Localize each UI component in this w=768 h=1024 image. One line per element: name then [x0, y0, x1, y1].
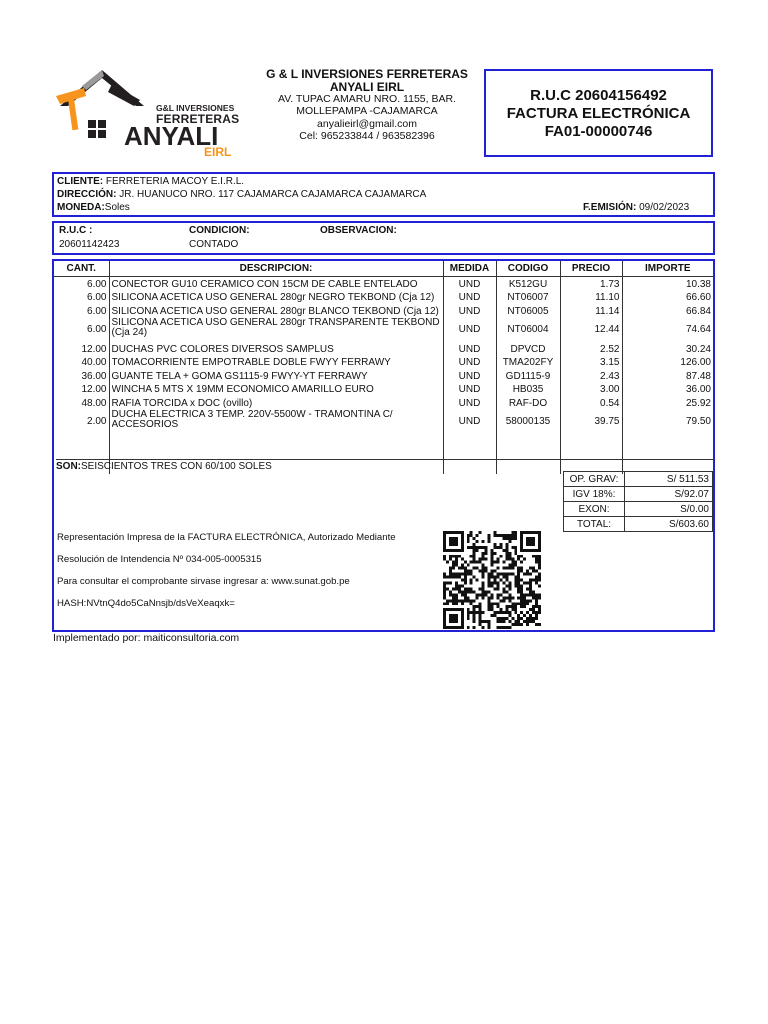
item-qty: 12.00: [81, 384, 107, 395]
item-code: RAF-DO: [508, 397, 548, 409]
item-code: TMA202FY: [502, 357, 554, 368]
total-value: S/ 511.53: [625, 472, 713, 487]
item-amount: 87.48: [685, 370, 711, 382]
observation-label: OBSERVACION:: [320, 225, 397, 236]
price-column: [560, 276, 622, 474]
item-description: DUCHA ELECTRICA 3 TEMP. 220V-5500W - TRAMONTINA C/ ACCESORIOS: [111, 410, 393, 430]
currency-row: [57, 202, 130, 213]
company-name-line2: ANYALI EIRL: [329, 80, 405, 94]
legal-note-line: Resolución de Intendencia Nº 034-005-0005315: [57, 554, 262, 565]
company-address-line2: MOLLEPAMPA -CAJAMARCA: [296, 104, 438, 117]
item-price: 11.14: [595, 305, 620, 317]
items-body-row: [54, 276, 713, 474]
logo-line2: FERRETERAS: [156, 112, 240, 126]
item-unit: UND: [458, 292, 481, 303]
client-value: FERRETERIA MACOY E.I.R.L.: [105, 176, 245, 187]
address-value: JR. HUANUCO NRO. 117 CAJAMARCA CAJAMARCA CAJAMARCA: [119, 189, 427, 200]
total-label: EXON:: [564, 502, 625, 517]
item-price: 3.15: [600, 357, 620, 368]
ruc-box: [484, 69, 713, 157]
header-description: DESCRIPCION:: [109, 261, 443, 276]
currency-value: Soles: [104, 202, 130, 213]
total-value: S/0.00: [625, 502, 713, 517]
item-qty: 12.00: [81, 343, 107, 355]
document-hash: HASH:NVtnQ4do5CaNnsjb/dsVeXeaqxk=: [57, 598, 235, 609]
currency-label: MONEDA:: [57, 202, 105, 213]
item-price: 0.54: [600, 397, 620, 409]
qty-column: [54, 276, 109, 474]
address-row: [57, 189, 426, 200]
description-column: [109, 276, 443, 474]
item-code: NT06007: [507, 292, 549, 303]
qr-code: [443, 531, 541, 629]
logo-line3: ANYALI: [124, 121, 219, 151]
item-unit: UND: [458, 343, 481, 355]
document-type: FACTURA ELECTRÓNICA: [506, 105, 691, 122]
item-description: RAFIA TORCIDA x DOC (ovillo): [111, 397, 253, 409]
totals-row: [564, 517, 713, 532]
item-amount: 10.38: [685, 278, 711, 290]
item-description: SILICONA ACETICA USO GENERAL 280gr NEGRO TEKBOND (Cja 12): [111, 292, 435, 303]
company-info: [253, 68, 481, 142]
footer-credit: Implementado por: maiticonsultoria.com: [53, 632, 240, 644]
item-code: HB035: [512, 384, 544, 395]
item-price: 2.52: [600, 343, 620, 355]
item-code: K512GU: [508, 278, 548, 290]
document-number: FA01-00000746: [544, 123, 653, 140]
address-label: DIRECCIÓN:: [57, 189, 117, 200]
item-qty: 36.00: [81, 370, 107, 382]
company-phone: Cel: 965233844 / 963582396: [299, 129, 435, 142]
item-description: CONECTOR GU10 CERAMICO CON 15CM DE CABLE ENTELADO: [111, 278, 418, 290]
logo-line1: G&L INVERSIONES: [156, 103, 235, 113]
company-address-line1: AV. TUPAC AMARU NRO. 1155, BAR.: [278, 93, 456, 105]
code-column: [496, 276, 560, 474]
company-email: anyalieirl@gmail.com: [317, 118, 417, 130]
item-qty: 2.00: [87, 416, 107, 427]
totals-table: [563, 471, 713, 532]
items-header-row: [54, 261, 713, 276]
unit-column: [443, 276, 496, 474]
header-code: CODIGO: [496, 261, 560, 276]
item-amount: 74.64: [685, 324, 711, 335]
item-description: SILICONA ACETICA USO GENERAL 280gr BLANCO TEKBOND (Cja 12): [111, 305, 439, 317]
item-amount: 79.50: [685, 416, 711, 427]
amount-column: [622, 276, 713, 474]
item-unit: UND: [458, 397, 481, 409]
header-qty: CANT.: [54, 261, 109, 276]
issue-date-label: F.EMISIÓN:: [583, 202, 637, 213]
item-qty: 6.00: [87, 292, 107, 303]
item-qty: 48.00: [81, 397, 107, 409]
item-price: 1.73: [600, 278, 620, 290]
item-amount: 30.24: [685, 343, 711, 355]
item-description: GUANTE TELA + GOMA GS1115-9 FWYY-YT FERRAWY: [111, 370, 368, 382]
issuer-ruc: R.U.C 20604156492: [530, 87, 667, 104]
item-description: DUCHAS PVC COLORES DIVERSOS SAMPLUS: [111, 343, 334, 355]
item-price: 39.75: [594, 416, 620, 427]
totals-row: [564, 487, 713, 502]
header-unit: MEDIDA: [443, 261, 496, 276]
items-section: [52, 259, 715, 632]
client-ruc-label: R.U.C :: [59, 225, 93, 236]
item-unit: UND: [458, 324, 481, 335]
item-amount: 25.92: [685, 397, 711, 409]
total-label: OP. GRAV:: [564, 472, 625, 487]
conditions-section: [52, 221, 715, 255]
item-code: 58000135: [505, 416, 551, 427]
client-row: [57, 176, 244, 187]
client-label: CLIENTE:: [57, 176, 104, 187]
totals-row: [564, 502, 713, 517]
items-table: [54, 261, 713, 474]
total-value: S/603.60: [625, 517, 713, 532]
item-unit: UND: [458, 278, 481, 290]
amount-in-words-value: SEISCIENTOS TRES CON 60/100 SOLES: [81, 461, 272, 472]
client-section: [52, 172, 715, 217]
condition-label: CONDICION:: [189, 225, 250, 236]
item-code: DPVCD: [510, 343, 546, 355]
item-qty: 6.00: [87, 278, 107, 290]
company-name-line1: G & L INVERSIONES FERRETERAS: [266, 67, 468, 81]
condition-value: CONTADO: [189, 239, 239, 250]
item-description: TOMACORRIENTE EMPOTRABLE DOBLE FWYY FERRAWY: [111, 357, 391, 368]
item-unit: UND: [458, 416, 481, 427]
total-label: IGV 18%:: [564, 487, 625, 502]
item-description: SILICONA ACETICA USO GENERAL 280gr TRANSPARENTE TEKBOND (Cja 24): [111, 318, 440, 338]
header-amount: IMPORTE: [622, 261, 713, 276]
item-unit: UND: [458, 370, 481, 382]
legal-note-line: Para consultar el comprobante sirvase ingresar a: www.sunat.gob.pe: [57, 576, 350, 587]
company-logo: [52, 66, 250, 160]
item-code: NT06005: [507, 305, 549, 317]
item-unit: UND: [458, 357, 481, 368]
item-amount: 36.00: [685, 384, 711, 395]
item-price: 12.44: [594, 324, 620, 335]
item-description: WINCHA 5 MTS X 19MM ECONOMICO AMARILLO EURO: [111, 384, 374, 395]
item-code: GD1115-9: [505, 370, 551, 382]
item-qty: 6.00: [87, 305, 107, 317]
amount-in-words-label: SON:: [56, 461, 81, 472]
item-unit: UND: [458, 305, 481, 317]
item-code: NT06004: [507, 324, 549, 335]
item-price: 2.43: [600, 370, 620, 382]
item-amount: 126.00: [680, 357, 711, 368]
logo-line4: EIRL: [204, 145, 232, 159]
item-qty: 40.00: [81, 357, 107, 368]
legal-note-line: Representación Impresa de la FACTURA ELECTRÓNICA, Autorizado Mediante: [57, 532, 396, 543]
item-price: 3.00: [600, 384, 620, 395]
item-amount: 66.84: [685, 305, 711, 317]
issue-date-value: 09/02/2023: [639, 202, 690, 213]
totals-row: [564, 472, 713, 487]
total-label: TOTAL:: [564, 517, 625, 532]
issue-date-row: [583, 202, 689, 213]
legal-notes: [57, 532, 396, 620]
item-unit: UND: [458, 384, 481, 395]
item-qty: 6.00: [87, 324, 107, 335]
client-ruc-value: 20601142423: [59, 239, 120, 250]
item-price: 11.10: [595, 292, 620, 303]
header-price: PRECIO: [560, 261, 622, 276]
total-value: S/92.07: [625, 487, 713, 502]
item-amount: 66.60: [685, 292, 711, 303]
